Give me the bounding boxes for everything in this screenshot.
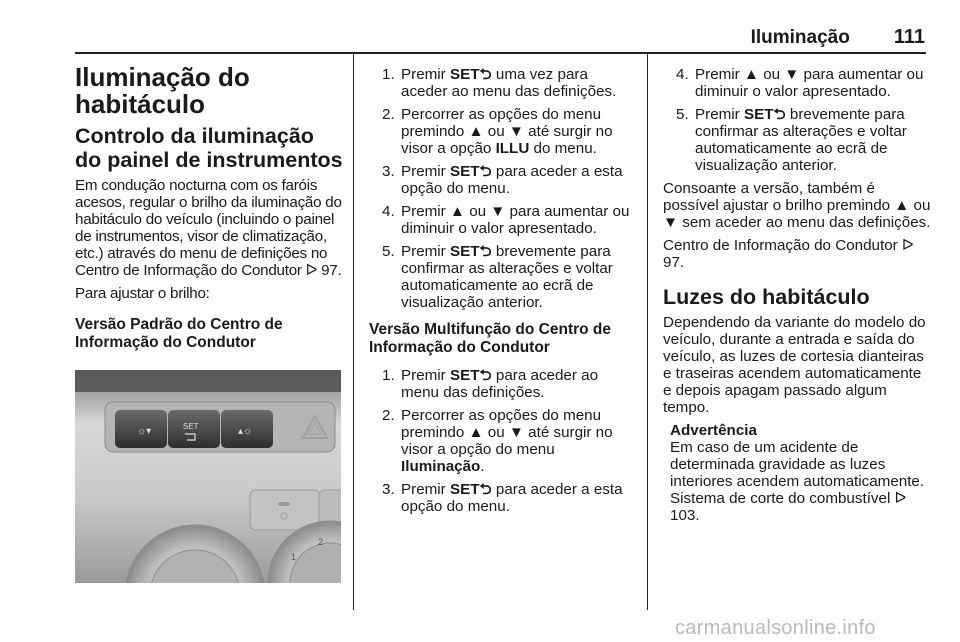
- svg-text:2: 2: [318, 537, 324, 547]
- adjust-paragraph: Para ajustar o brilho:: [75, 285, 210, 302]
- section-title: Iluminação: [750, 27, 850, 48]
- intro-paragraph: Em condução nocturna com os faróis acesos, regular o brilho da iluminação do habitáculo do veículo (incluindo o painel de instrumentos, visor de climatização, etc.) através do menu de definições no Centro de Informação do Condutor ᐅ 97.: [75, 177, 342, 279]
- step-number: 1.: [382, 367, 395, 384]
- step-item: [376, 106, 637, 157]
- step-text: Premir ▲ ou ▼ para aumentar ou diminuir o valor apresentado.: [695, 66, 924, 100]
- step-text-end: para aceder ao menu das definições.: [401, 367, 599, 401]
- column-1: [75, 56, 343, 583]
- step-number: 2.: [382, 407, 395, 424]
- return-arrow-icon: ⮌: [773, 106, 786, 123]
- step-number: 3.: [382, 163, 395, 180]
- step-text-end: .: [480, 458, 485, 475]
- step-text: Premir ▲ ou ▼ para aumentar ou diminuir o valor apresentado.: [401, 203, 630, 237]
- step-text: Percorrer as opções do menu premindo ▲ ou ▼ até surgir no visor a opção: [401, 106, 613, 157]
- step-text-end: para aceder a esta opção do menu.: [401, 163, 623, 197]
- step-keyword: SET: [449, 243, 480, 260]
- column-divider-1: [353, 54, 354, 610]
- return-arrow-icon: ⮌: [479, 481, 492, 498]
- step-keyword: SET: [449, 66, 480, 83]
- step-item: [376, 481, 637, 515]
- step-number: 2.: [382, 106, 395, 123]
- step-number: 4.: [382, 203, 395, 220]
- step-text: Premir: [401, 481, 450, 498]
- step-text: Premir: [401, 163, 450, 180]
- step-text-end: brevemente para confirmar as alterações e voltar automaticamente ao ecrã de visualização anterior.: [401, 243, 613, 311]
- note-paragraph-2: Centro de Informação do Condutor ᐅ 97.: [663, 237, 914, 271]
- dashboard-photo-svg: [75, 370, 341, 583]
- warning-box: [663, 422, 931, 524]
- step-item: [376, 66, 637, 100]
- return-arrow-icon: ⮌: [479, 66, 492, 83]
- steps-multi-list: [369, 367, 637, 515]
- step-text: Premir: [695, 106, 744, 123]
- step-text-end: brevemente para confirmar as alterações e voltar automaticamente ao ecrã de visualização anterior.: [695, 106, 907, 174]
- interior-lights-heading: Luzes do habitáculo: [663, 285, 870, 309]
- column-divider-2: [647, 54, 648, 610]
- steps-standard-list: [369, 66, 637, 311]
- step-text: Percorrer as opções do menu premindo ▲ ou ▼ até surgir no visor a opção do menu: [401, 407, 613, 458]
- dashboard-buttons-photo: [75, 370, 341, 583]
- warning-text: Em caso de um acidente de determinada gravidade as luzes interiores acendem automaticamente. Sistema de corte do combustível ᐅ 103.: [670, 439, 925, 524]
- warning-title: Advertência: [670, 422, 757, 439]
- svg-text:1: 1: [291, 552, 297, 562]
- set-button-label: SET: [183, 422, 199, 431]
- step-number: 5.: [676, 106, 689, 123]
- section-heading: Iluminação do habitáculo: [75, 62, 250, 119]
- version-standard-heading: Versão Padrão do Centro de Informação do Condutor: [75, 316, 283, 351]
- step-item: [376, 163, 637, 197]
- step-item: [670, 106, 931, 174]
- step-item: [376, 243, 637, 311]
- return-arrow-icon: ⮌: [479, 163, 492, 180]
- column-3: [663, 56, 931, 530]
- step-text: Premir: [401, 367, 450, 384]
- step-text: Premir: [401, 66, 450, 83]
- step-text-end: uma vez para aceder ao menu das definições.: [401, 66, 617, 100]
- step-number: 1.: [382, 66, 395, 83]
- watermark: carmanualsonline.info: [675, 617, 876, 639]
- column-2: [369, 56, 637, 521]
- step-keyword: SET: [743, 106, 774, 123]
- step-text: Premir: [401, 243, 450, 260]
- step-text-end: do menu.: [529, 140, 597, 157]
- header-rule: [75, 52, 926, 54]
- step-keyword: SET: [449, 481, 480, 498]
- step-item: [376, 367, 637, 401]
- return-arrow-icon: ⮌: [479, 367, 492, 384]
- interior-lights-paragraph: Dependendo da variante do modelo do veículo, durante a entrada e saída do veículo, as luzes de cortesia dianteiras e traseiras acendem automaticamente e depois apagam passado algum tempo.: [663, 314, 926, 416]
- step-number: 4.: [676, 66, 689, 83]
- step-keyword: SET: [449, 163, 480, 180]
- svg-text:▴☼: ▴☼: [238, 426, 253, 437]
- step-keyword: ILLU: [495, 140, 530, 157]
- page-header: [75, 26, 925, 52]
- version-multi-heading: Versão Multifunção do Centro de Informação do Condutor: [369, 321, 611, 356]
- note-paragraph-1: Consoante a versão, também é possível ajustar o brilho premindo ▲ ou ▼ sem aceder ao menu das definições.: [663, 180, 931, 231]
- step-item: [376, 203, 637, 237]
- svg-text:☼▾: ☼▾: [137, 426, 152, 437]
- step-number: 3.: [382, 481, 395, 498]
- return-arrow-icon: ⮌: [479, 243, 492, 260]
- step-text-end: para aceder a esta opção do menu.: [401, 481, 623, 515]
- subsection-heading: Controlo da iluminação do painel de instrumentos: [75, 124, 343, 172]
- steps-continued-list: [663, 66, 931, 174]
- step-keyword: SET: [449, 367, 480, 384]
- step-keyword: Iluminação: [401, 458, 481, 475]
- page-number: 111: [893, 26, 925, 48]
- step-number: 5.: [382, 243, 395, 260]
- step-item: [670, 66, 931, 100]
- step-item: [376, 407, 637, 475]
